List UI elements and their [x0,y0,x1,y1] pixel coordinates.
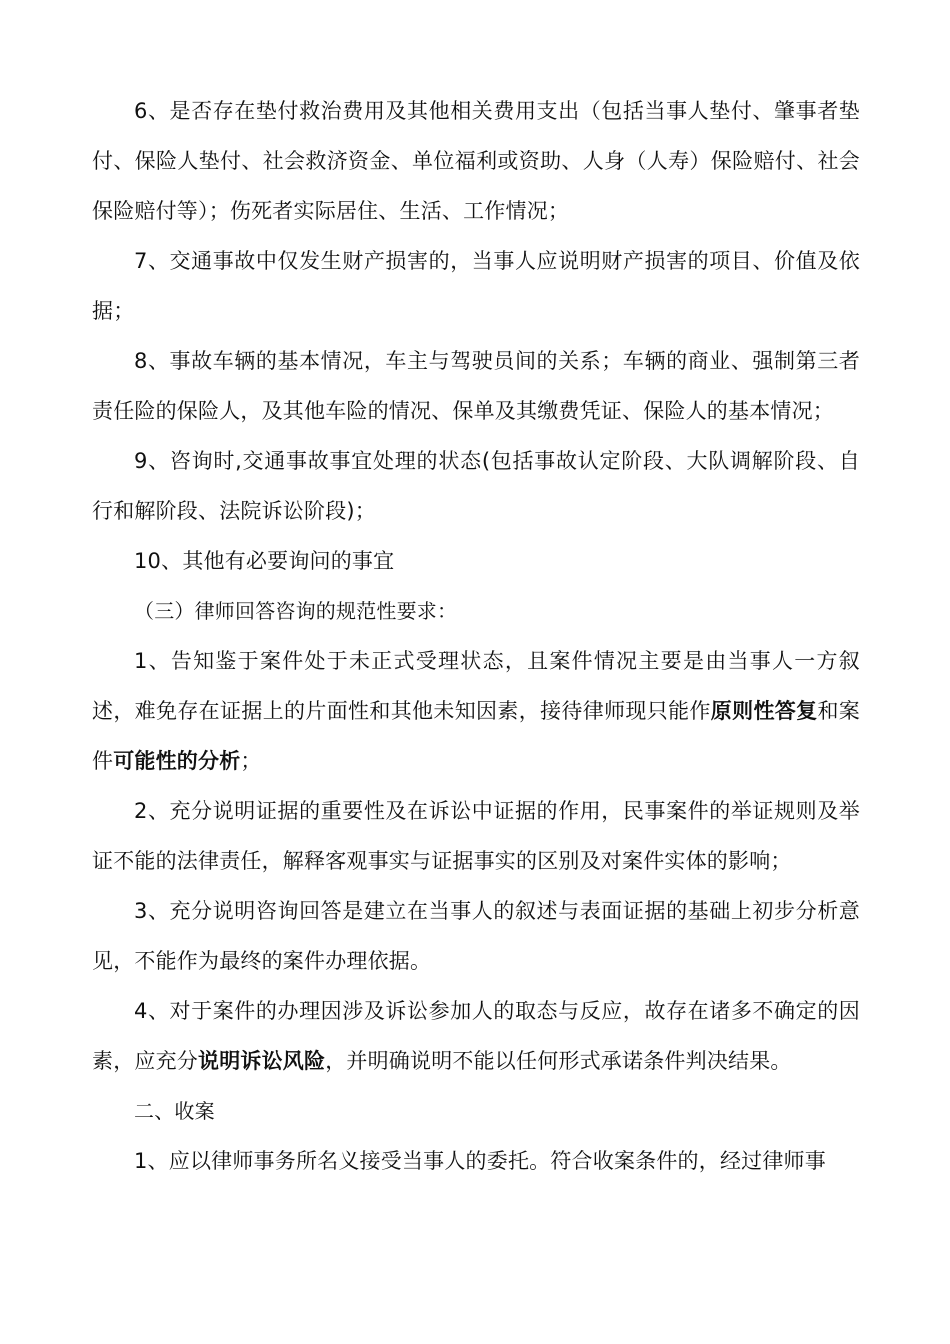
case-intake-item-1: 1、应以律师事务所名义接受当事人的委托。符合收案条件的，经过律师事 [134,1149,826,1173]
requirement-item-3: 3、充分说明咨询回答是建立在当事人的叙述与表面证据的基础上初步分析意见，不能作为最终的案件办理依据。 [92,899,860,973]
requirement-item-2: 2、充分说明证据的重要性及在诉讼中证据的作用，民事案件的举证规则及举证不能的法律责任，解释客观事实与证据事实的区别及对案件实体的影响； [92,799,860,873]
section-three-heading: （三）律师回答咨询的规范性要求： [134,599,458,623]
requirement-4-text-a: 4、对于案件的办理因涉及诉讼参加人的取态与反应，故存在诸多不确定的因素，应充分 [92,999,860,1073]
section-two-heading: 二、收案 [134,1099,215,1123]
paragraph-item-9: 9、咨询时,交通事故事宜处理的状态(包括事故认定阶段、大队调解阶段、自行和解阶段、法院诉讼阶段)； [92,449,860,523]
paragraph-item-6: 6、是否存在垫付救治费用及其他相关费用支出（包括当事人垫付、肇事者垫付、保险人垫付、社会救济资金、单位福利或资助、人身（人寿）保险赔付、社会保险赔付等）；伤死者实际居住、生活、工作情况； [92,99,860,223]
paragraph-item-8: 8、事故车辆的基本情况，车主与驾驶员间的关系；车辆的商业、强制第三者责任险的保险人，及其他车险的情况、保单及其缴费凭证、保险人的基本情况； [92,349,860,423]
requirement-1-text-b: 和案件 [92,699,860,773]
requirement-4-bold-litigation-risk: 说明诉讼风险 [198,1049,326,1073]
requirement-1-text-c: ； [240,749,262,773]
requirement-item-4 [92,986,860,1086]
requirement-4-text-b: ，并明确说明不能以任何形式承诺条件判决结果。 [325,1049,792,1073]
document-body [92,86,860,1186]
requirement-1-bold-principle-reply: 原则性答复 [710,699,818,723]
requirement-1-text-a: 1、告知鉴于案件处于未正式受理状态，且案件情况主要是由当事人一方叙述，难免存在证据上的片面性和其他未知因素，接待律师现只能作 [92,649,860,723]
paragraph-item-7: 7、交通事故中仅发生财产损害的，当事人应说明财产损害的项目、价值及依据； [92,249,860,323]
paragraph-item-10: 10、其他有必要询问的事宜 [134,549,395,573]
requirement-1-bold-possibility-analysis: 可能性的分析 [113,749,241,773]
requirement-item-1 [92,636,860,786]
